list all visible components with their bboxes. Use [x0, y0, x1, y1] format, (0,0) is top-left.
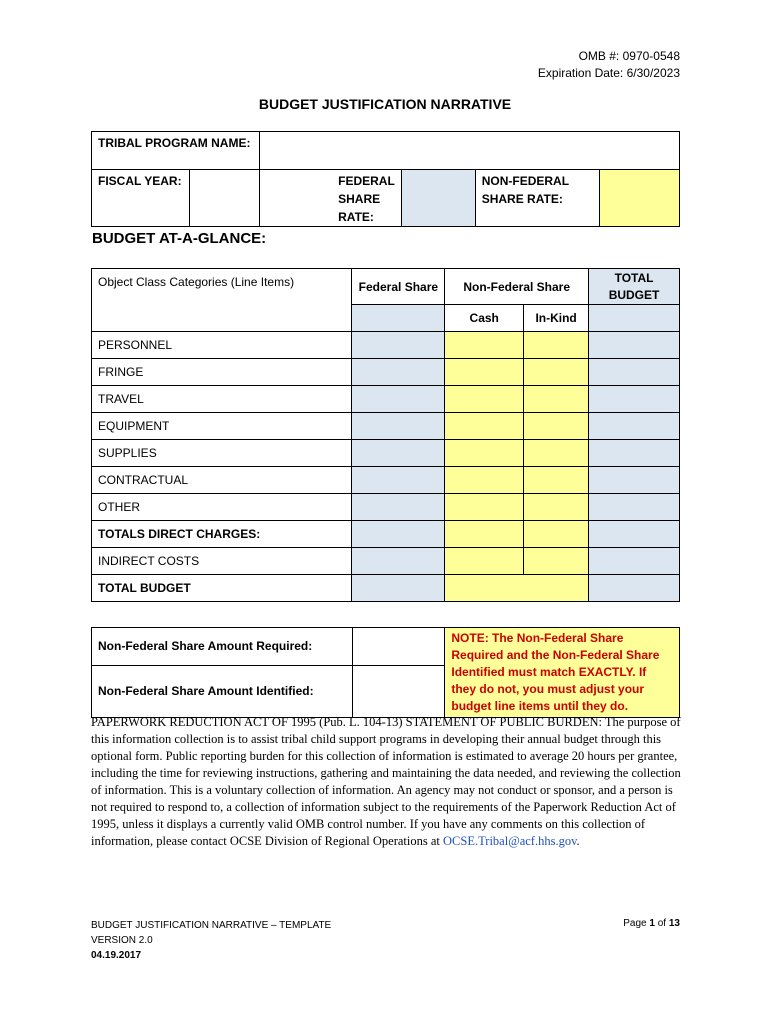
federal-subheader-cell	[352, 305, 445, 332]
budget-row	[92, 359, 680, 386]
cash-cell[interactable]	[445, 386, 524, 413]
total-budget-cell[interactable]	[589, 359, 680, 386]
total-budget-cell[interactable]	[589, 386, 680, 413]
federal-share-cell[interactable]	[352, 413, 445, 440]
federal-share-cell[interactable]	[352, 386, 445, 413]
amount-required-label: Non-Federal Share Amount Required:	[92, 628, 353, 666]
federal-share-cell[interactable]	[352, 548, 445, 575]
fiscal-year-label: FISCAL YEAR:	[92, 170, 190, 227]
amount-required-field[interactable]	[352, 628, 445, 666]
in-kind-cell[interactable]	[524, 440, 589, 467]
expiration-date: Expiration Date: 6/30/2023	[537, 66, 680, 80]
pra-text: PAPERWORK REDUCTION ACT OF 1995 (Pub. L. 104-13) STATEMENT OF PUBLIC BURDEN: The purpose of this information collection is to assist tribal child support programs in developing their annual budget through this optional form. Public reporting burden for this collection of information is estimated to average 20 hours per grantee, including the time for reviewing instructions, gathering and maintaining the data needed, and reviewing the collection of information. This is a voluntary collection of information. An agency may not conduct or sponsor, and a person is not required to respond to, a collection of information subject to the requirements of the Paperwork Reduction Act of 1995, unless it displays a currently valid OMB control number. If you have any comments on this collection of information, please contact OCSE Division of Regional Operations at	[91, 715, 681, 848]
paperwork-reduction-statement	[91, 714, 689, 850]
budget-row-label: FRINGE	[92, 359, 352, 386]
contact-email-link[interactable]: OCSE.Tribal@acf.hhs.gov	[443, 834, 577, 848]
total-budget-cell[interactable]	[589, 494, 680, 521]
budget-row	[92, 575, 680, 602]
omb-header	[538, 48, 680, 82]
federal-share-rate-label: FEDERAL SHARE RATE:	[260, 170, 401, 227]
federal-share-cell[interactable]	[352, 575, 445, 602]
col-header-non-federal: Non-Federal Share	[445, 269, 589, 305]
footer-date: 04.19.2017	[91, 950, 142, 961]
federal-share-cell[interactable]	[352, 494, 445, 521]
budget-row	[92, 332, 680, 359]
budget-row	[92, 413, 680, 440]
cash-cell[interactable]	[445, 467, 524, 494]
program-name-field[interactable]	[260, 132, 680, 170]
total-budget-cell[interactable]	[589, 575, 680, 602]
in-kind-cell[interactable]	[524, 467, 589, 494]
in-kind-cell[interactable]	[524, 548, 589, 575]
budget-row-label: TRAVEL	[92, 386, 352, 413]
budget-at-a-glance-heading: BUDGET AT-A-GLANCE:	[92, 230, 267, 247]
federal-share-cell[interactable]	[352, 359, 445, 386]
col-header-categories: Object Class Categories (Line Items)	[92, 269, 352, 332]
federal-share-rate-field[interactable]	[401, 170, 475, 227]
budget-row	[92, 467, 680, 494]
in-kind-cell[interactable]	[524, 359, 589, 386]
amount-identified-field[interactable]	[352, 665, 445, 717]
cash-cell[interactable]	[445, 332, 524, 359]
program-name-label: TRIBAL PROGRAM NAME:	[92, 132, 260, 170]
budget-row	[92, 521, 680, 548]
footer-version: VERSION 2.0	[91, 935, 153, 946]
amounts-table	[91, 627, 680, 718]
in-kind-cell[interactable]	[524, 521, 589, 548]
federal-share-cell[interactable]	[352, 332, 445, 359]
federal-share-cell[interactable]	[352, 440, 445, 467]
federal-share-cell[interactable]	[352, 521, 445, 548]
budget-row-label: PERSONNEL	[92, 332, 352, 359]
cash-cell[interactable]	[445, 413, 524, 440]
budget-row-label: TOTALS DIRECT CHARGES:	[92, 521, 352, 548]
total-budget-cell[interactable]	[589, 332, 680, 359]
budget-row-label: TOTAL BUDGET	[92, 575, 352, 602]
non-federal-share-rate-field[interactable]	[600, 170, 680, 227]
total-pages: 13	[668, 918, 680, 929]
footer	[91, 918, 331, 963]
in-kind-cell[interactable]	[524, 332, 589, 359]
budget-row-label: EQUIPMENT	[92, 413, 352, 440]
budget-row	[92, 440, 680, 467]
budget-row-label: CONTRACTUAL	[92, 467, 352, 494]
total-budget-cell[interactable]	[589, 413, 680, 440]
program-info-table	[91, 131, 680, 227]
col-header-total: TOTAL BUDGET	[589, 269, 680, 305]
total-budget-cell[interactable]	[589, 548, 680, 575]
federal-share-cell[interactable]	[352, 467, 445, 494]
non-federal-total-cell[interactable]	[445, 575, 589, 602]
budget-row-label: INDIRECT COSTS	[92, 548, 352, 575]
col-header-in-kind: In-Kind	[524, 305, 589, 332]
col-header-cash: Cash	[445, 305, 524, 332]
budget-row-label: OTHER	[92, 494, 352, 521]
total-budget-cell[interactable]	[589, 467, 680, 494]
cash-cell[interactable]	[445, 521, 524, 548]
footer-template-name: BUDGET JUSTIFICATION NARRATIVE – TEMPLATE	[91, 920, 332, 931]
cash-cell[interactable]	[445, 440, 524, 467]
current-page: 1	[649, 918, 655, 929]
cash-cell[interactable]	[445, 359, 524, 386]
page-title: BUDGET JUSTIFICATION NARRATIVE	[258, 96, 512, 112]
in-kind-cell[interactable]	[524, 494, 589, 521]
page-number: Page 1 of 13	[623, 918, 680, 929]
cash-cell[interactable]	[445, 494, 524, 521]
match-note: NOTE: The Non-Federal Share Required and the Non-Federal Share Identified must match EXACTLY. If they do not, you must adjust your budget line items until they do.	[445, 628, 680, 718]
total-subheader-cell	[589, 305, 680, 332]
fiscal-year-field[interactable]	[189, 170, 259, 227]
budget-row	[92, 494, 680, 521]
budget-row	[92, 548, 680, 575]
in-kind-cell[interactable]	[524, 386, 589, 413]
non-federal-share-rate-label: NON-FEDERAL SHARE RATE:	[475, 170, 599, 227]
total-budget-cell[interactable]	[589, 521, 680, 548]
total-budget-cell[interactable]	[589, 440, 680, 467]
col-header-federal: Federal Share	[352, 269, 445, 305]
budget-table	[91, 268, 680, 602]
budget-row	[92, 386, 680, 413]
in-kind-cell[interactable]	[524, 413, 589, 440]
amount-identified-label: Non-Federal Share Amount Identified:	[92, 665, 353, 717]
budget-row-label: SUPPLIES	[92, 440, 352, 467]
pra-end: .	[576, 834, 580, 848]
omb-number: OMB #: 0970-0548	[578, 49, 680, 63]
cash-cell[interactable]	[445, 548, 524, 575]
